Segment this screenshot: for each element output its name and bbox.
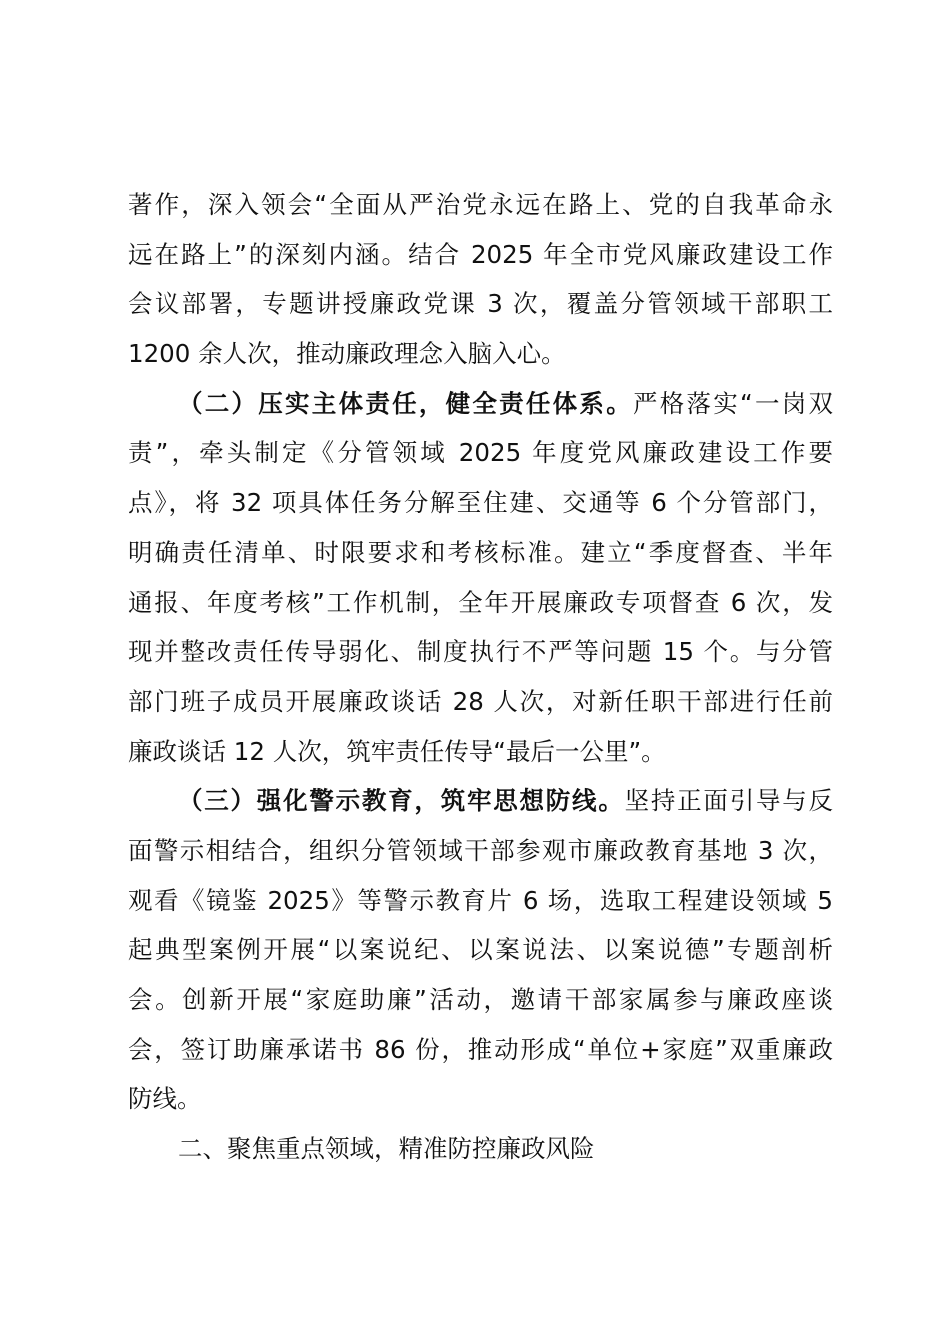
text-line: 远在路上”的深刻内涵。结合 2025 年全市党风廉政建设工作 bbox=[128, 239, 833, 269]
paragraph-theory-study bbox=[128, 180, 833, 379]
text-line: 明确责任清单、时限要求和考核标准。建立“季度督查、半年 bbox=[128, 537, 833, 567]
section-heading: 二、聚焦重点领域，精准防控廉政风险 bbox=[178, 1134, 595, 1164]
text-line: 会议部署，专题讲授廉政党课 3 次，覆盖分管领域干部职工 bbox=[128, 289, 833, 319]
text-line bbox=[128, 776, 833, 826]
text-line: 责”，牵头制定《分管领域 2025 年度党风廉政建设工作要 bbox=[128, 438, 833, 468]
text-line: 观看《镜鉴 2025》等警示教育片 6 场，选取工程建设领域 5 bbox=[128, 885, 833, 915]
text-segment: 严格落实“一岗双 bbox=[632, 388, 833, 418]
text-line: 著作，深入领会“全面从严治党永远在路上、党的自我革命永 bbox=[128, 190, 833, 219]
text-line bbox=[128, 379, 833, 429]
text-line: 部门班子成员开展廉政谈话 28 人次，对新任职干部进行任前 bbox=[128, 686, 833, 716]
text-line: 起典型案例开展“以案说纪、以案说法、以案说德”专题剖析 bbox=[128, 935, 833, 965]
subheading-responsibility: （二）压实主体责任，健全责任体系。 bbox=[178, 388, 633, 418]
text-segment: 坚持正面引导与反 bbox=[624, 786, 834, 816]
subheading-warning-education: （三）强化警示教育，筑牢思想防线。 bbox=[178, 786, 625, 816]
text-line: 廉政谈话 12 人次，筑牢责任传导“最后一公里”。 bbox=[128, 736, 666, 766]
text-line: 通报、年度考核”工作机制，全年开展廉政专项督查 6 次，发 bbox=[128, 587, 833, 617]
document-body bbox=[128, 180, 833, 1174]
text-line: 会。创新开展“家庭助廉”活动，邀请干部家属参与廉政座谈 bbox=[128, 985, 833, 1014]
text-line: 点》，将 32 项具体任务分解至住建、交通等 6 个分管部门， bbox=[128, 488, 833, 518]
text-line: 1200 余人次，推动廉政理念入脑入心。 bbox=[128, 339, 566, 369]
paragraph-warning-education bbox=[128, 776, 833, 1124]
paragraph-responsibility bbox=[128, 379, 833, 777]
text-line: 会，签订助廉承诺书 86 份，推动形成“单位+家庭”双重廉政 bbox=[128, 1034, 833, 1064]
text-line: 现并整改责任传导弱化、制度执行不严等问题 15 个。与分管 bbox=[128, 637, 833, 667]
text-line: 面警示相结合，组织分管领域干部参观市廉政教育基地 3 次， bbox=[128, 835, 833, 865]
text-line: 防线。 bbox=[128, 1084, 202, 1114]
